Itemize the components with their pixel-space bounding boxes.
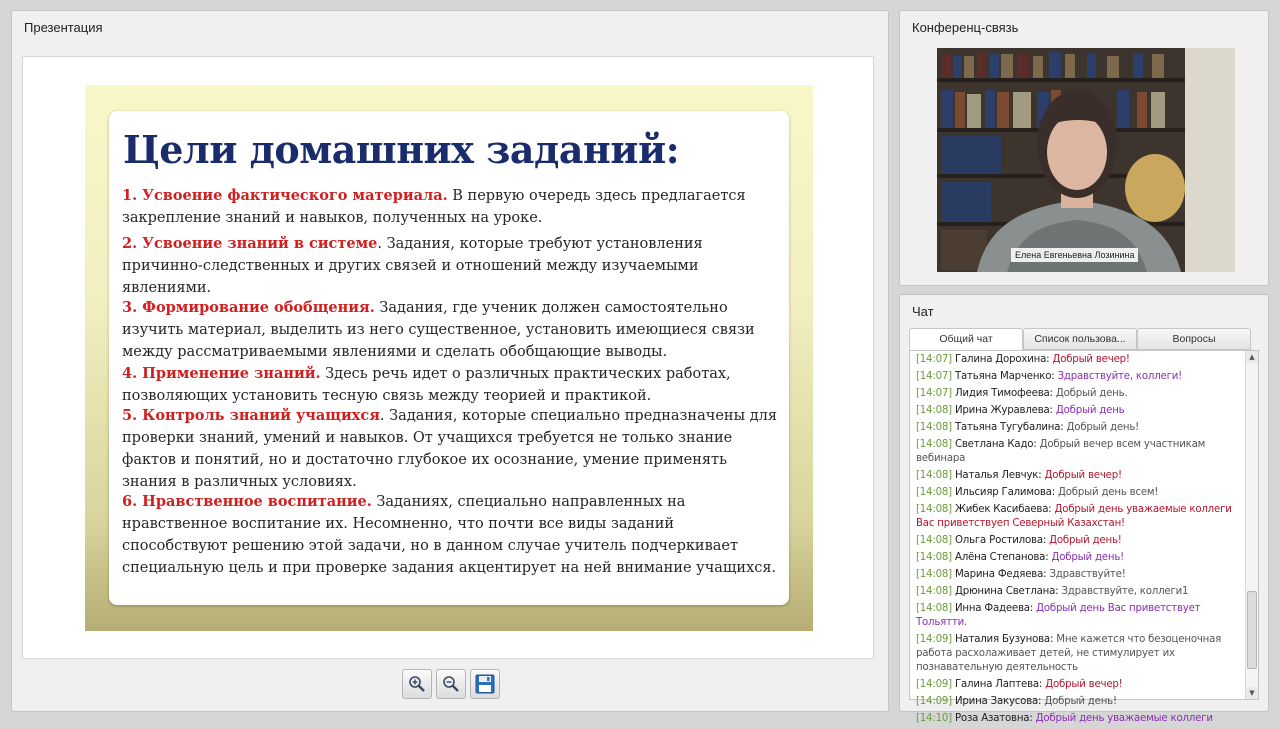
message-list <box>910 353 1245 729</box>
message-text: Добрый день всем! <box>1058 487 1159 498</box>
message-text: Добрый вечер! <box>1052 354 1130 365</box>
message-text: Добрый день! <box>1051 552 1125 563</box>
speaker-video-icon <box>937 48 1235 272</box>
message-time: [14:08] <box>916 586 952 597</box>
message-time: [14:08] <box>916 569 952 580</box>
chat-message <box>916 712 1245 726</box>
slide-item-6 <box>122 491 782 579</box>
message-text: Добрый день! <box>1066 422 1140 433</box>
message-time: [14:07] <box>916 354 952 365</box>
message-text: Добрый день! <box>1049 535 1122 546</box>
conference-title: Конференц-связь <box>912 20 1019 35</box>
chat-message <box>916 585 1245 599</box>
chat-message <box>916 421 1245 435</box>
slide-content-card <box>109 111 789 605</box>
scroll-down-icon[interactable]: ▼ <box>1246 687 1258 699</box>
message-text: Добрый день Вас приветствует Тольятти. <box>916 603 1201 628</box>
slide-item-2 <box>122 233 782 299</box>
message-author: Дрюнина Светлана: <box>954 586 1059 597</box>
message-text: Здравствуйте, коллеги1 <box>1061 586 1189 597</box>
chat-message <box>916 551 1245 565</box>
slide <box>85 85 813 631</box>
chat-message <box>916 353 1245 367</box>
save-icon <box>475 674 495 694</box>
speaker-name-tag: Елена Евгеньевна Лозинина <box>1011 248 1138 262</box>
message-author: Лидия Тимофеева: <box>954 388 1053 399</box>
zoom-out-button[interactable] <box>436 669 466 699</box>
slide-item-label: 3. Формирование обобщения. <box>122 299 375 316</box>
message-author: Марина Федяева: <box>954 569 1047 580</box>
message-author: Наталья Левчук: <box>954 470 1042 481</box>
message-text: Здравствуйте! <box>1049 569 1126 580</box>
message-text: Добрый вечер! <box>1044 470 1122 481</box>
message-author: Татьяна Марченко: <box>954 371 1055 382</box>
message-author: Ильсияр Галимова: <box>954 487 1055 498</box>
chat-message <box>916 568 1245 582</box>
slide-item-text: Задания, где ученик должен самостоятельно изучить материал, выделить из него существенное, установить имеющиеся связи между рассматриваемыми явлениями и сделать обобщающие выводы. <box>122 300 755 360</box>
message-time: [14:08] <box>916 603 952 614</box>
presentation-toolbar <box>402 669 500 699</box>
message-time: [14:08] <box>916 535 952 546</box>
slide-item-5 <box>122 405 782 493</box>
slide-item-text: Здесь речь идет о различных практических работах, позволяющих установить тесную связь между теорией и практикой. <box>122 366 731 404</box>
message-time: [14:07] <box>916 388 952 399</box>
chat-message <box>916 503 1245 531</box>
slide-item-label: 6. Нравственное воспитание. <box>122 493 372 510</box>
message-time: [14:07] <box>916 371 952 382</box>
zoom-in-button[interactable] <box>402 669 432 699</box>
message-author: Жибек Касибаева: <box>954 504 1052 515</box>
slide-item-4 <box>122 363 782 407</box>
message-time: [14:08] <box>916 422 952 433</box>
message-text: Добрый день уважаемые коллеги Вас приветствуеп Северный Казахстан! <box>916 504 1232 529</box>
chat-message <box>916 633 1245 675</box>
message-time: [14:09] <box>916 679 952 690</box>
chat-tabs <box>909 328 1251 350</box>
scroll-up-icon[interactable]: ▲ <box>1246 351 1258 363</box>
slide-heading: Цели домашних заданий: <box>123 127 680 172</box>
message-time: [14:09] <box>916 696 952 707</box>
slide-item-text: В первую очередь здесь предлагается закрепление знаний и навыков, полученных на уроке. <box>122 188 746 226</box>
conference-panel <box>899 10 1269 286</box>
message-time: [14:08] <box>916 439 952 450</box>
presentation-title: Презентация <box>24 20 103 35</box>
chat-message <box>916 486 1245 500</box>
slide-item-text: . Задания, которые требуют установления причинно-следственных и других связей и отношений между изучаемыми явлениями. <box>122 236 703 296</box>
chat-message <box>916 534 1245 548</box>
slide-item-label: 1. Усвоение фактического материала. <box>122 187 448 204</box>
message-text: Добрый день! <box>1044 696 1117 707</box>
chat-message <box>916 387 1245 401</box>
message-author: Татьяна Тугубалина: <box>954 422 1064 433</box>
scroll-thumb[interactable] <box>1247 591 1257 669</box>
zoom-out-icon <box>442 675 460 693</box>
slide-item-3 <box>122 297 782 363</box>
chat-message <box>916 438 1245 466</box>
slide-viewport <box>22 56 874 659</box>
zoom-in-icon <box>408 675 426 693</box>
chat-message <box>916 695 1245 709</box>
video-feed <box>937 48 1235 272</box>
chat-message <box>916 469 1245 483</box>
tab-user-list[interactable]: Список пользова... <box>1023 328 1137 350</box>
message-author: Инна Фадеева: <box>954 603 1034 614</box>
save-button[interactable] <box>470 669 500 699</box>
message-time: [14:10] <box>916 713 952 724</box>
message-time: [14:09] <box>916 634 952 645</box>
message-author: Светлана Кадо: <box>954 439 1037 450</box>
message-text: Добрый вечер! <box>1045 679 1123 690</box>
tab-questions[interactable]: Вопросы <box>1137 328 1251 350</box>
chat-message <box>916 404 1245 418</box>
message-time: [14:08] <box>916 487 952 498</box>
slide-item-label: 4. Применение знаний. <box>122 365 321 382</box>
message-author: Ирина Закусова: <box>954 696 1042 707</box>
presentation-panel <box>11 10 889 712</box>
message-text: Добрый день <box>1055 405 1125 416</box>
message-author: Галина Дорохина: <box>954 354 1050 365</box>
message-text: Здравствуйте, коллеги! <box>1057 371 1183 382</box>
chat-message <box>916 678 1245 692</box>
message-time: [14:08] <box>916 552 952 563</box>
message-author: Алёна Степанова: <box>954 552 1049 563</box>
slide-item-label: 5. Контроль знаний учащихся <box>122 407 380 424</box>
message-author: Наталия Бузунова: <box>954 634 1054 645</box>
chat-message <box>916 602 1245 630</box>
message-time: [14:08] <box>916 504 952 515</box>
chat-message <box>916 370 1245 384</box>
message-author: Ирина Журавлева: <box>954 405 1053 416</box>
slide-item-text: . Задания, которые специально предназначены для проверки знаний, умений и навыков. От учащихся требуется не только знание фактов и понятий, но и достаточно глубокое их осознание, умение применять знания в различных условиях. <box>122 408 778 490</box>
chat-panel <box>899 294 1269 724</box>
chat-title: Чат <box>912 304 934 319</box>
message-text: Добрый день уважаемые коллеги <box>1035 713 1213 724</box>
chat-messages[interactable] <box>909 350 1259 724</box>
message-text: Добрый вечер всем участникам вебинара <box>916 439 1206 464</box>
message-time: [14:08] <box>916 470 952 481</box>
slide-item-text: Заданиях, специально направленных на нравственное воспитание их. Несомненно, что почти все виды заданий способствуют решению этой задачи, но в данном случае учитель подчеркивает специальную цель и при проверке задания акцентирует на ней внимание учащихся. <box>122 494 777 576</box>
message-author: Галина Лаптева: <box>954 679 1043 690</box>
message-text: Мне кажется что безоценочная работа расхолаживает детей, не стимулирует их познавательную деятельность <box>916 634 1222 673</box>
message-author: Ольга Ростилова: <box>954 535 1047 546</box>
tab-general-chat[interactable]: Общий чат <box>909 328 1023 350</box>
chat-scrollbar[interactable] <box>1245 351 1258 699</box>
slide-item-1 <box>122 185 782 229</box>
message-text: Добрый день. <box>1055 388 1128 399</box>
message-time: [14:08] <box>916 405 952 416</box>
message-author: Роза Азатовна: <box>954 713 1033 724</box>
slide-item-label: 2. Усвоение знаний в системе <box>122 235 378 252</box>
